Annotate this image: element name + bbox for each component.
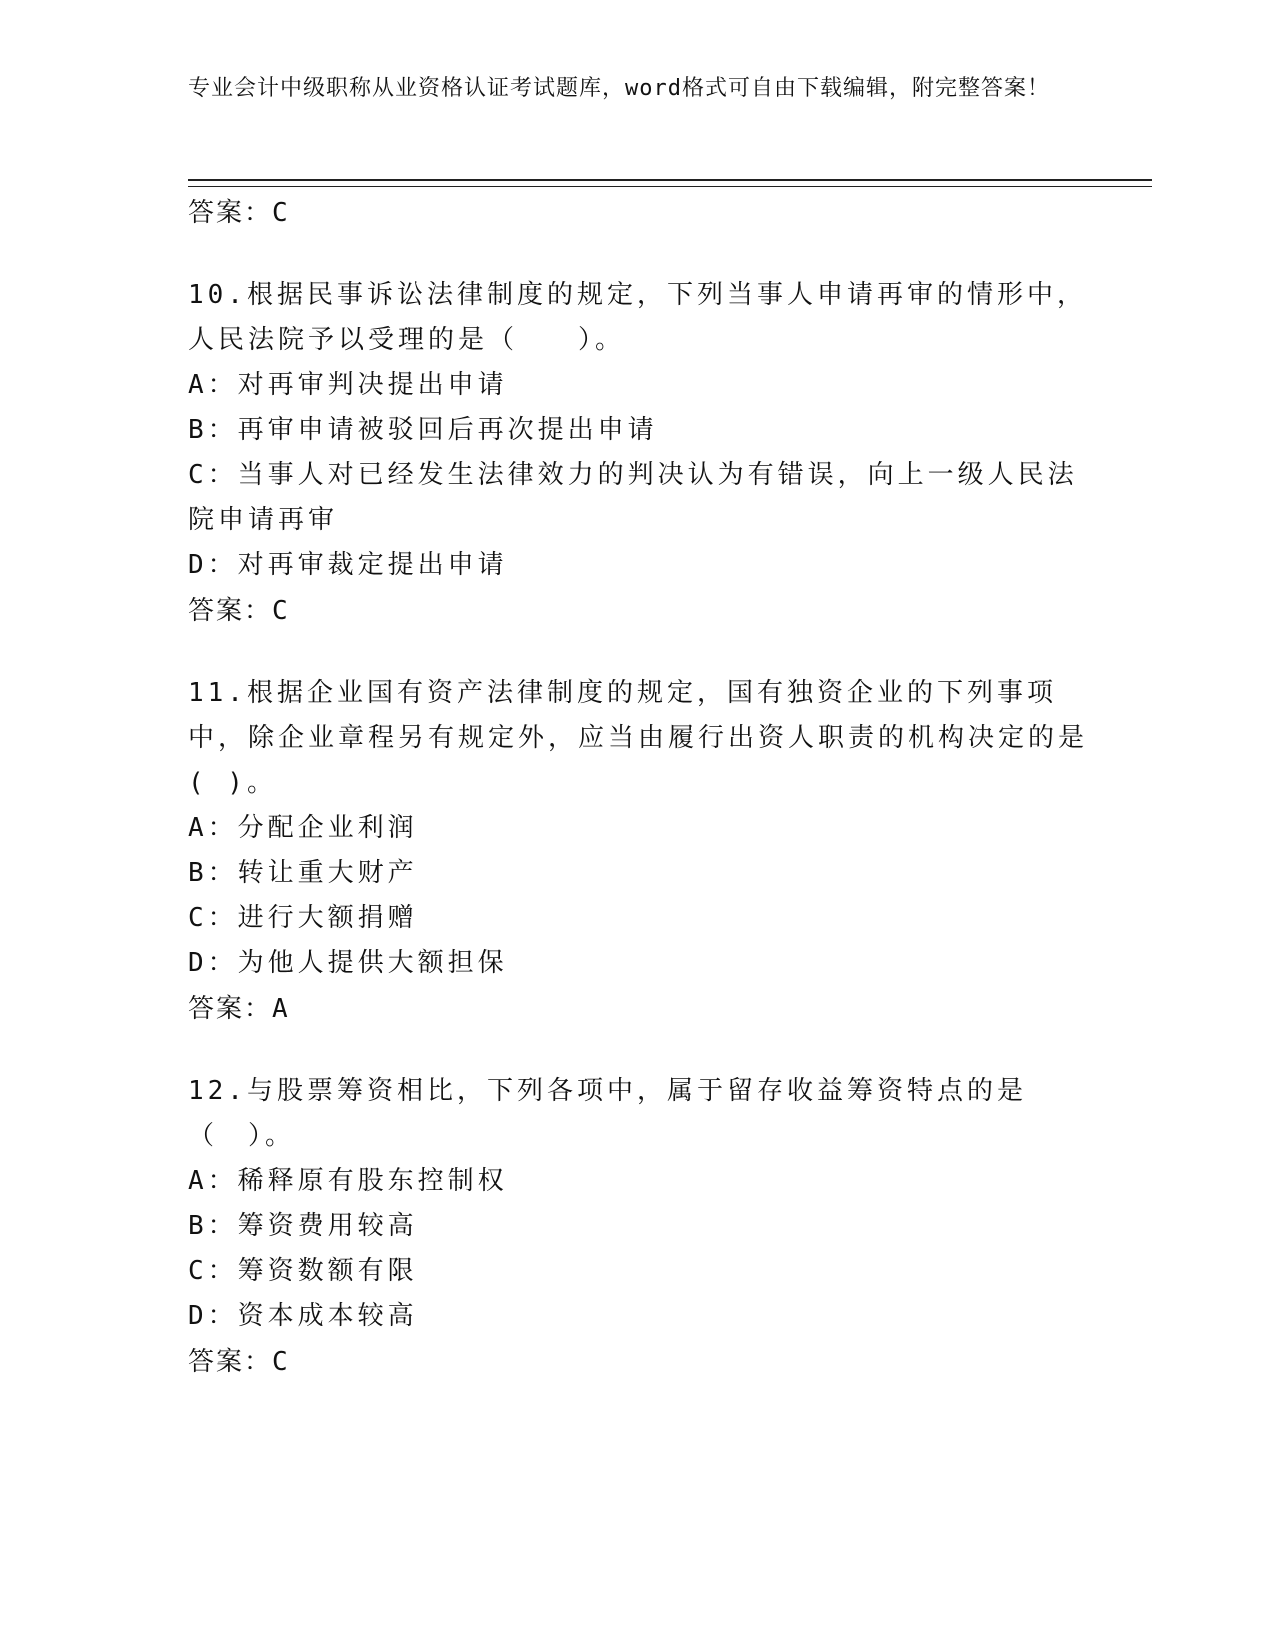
question-stem: 11.根据企业国有资产法律制度的规定，国有独资企业的下列事项中，除企业章程另有规定外，应当由履行出资人职责的机构决定的是( )。 bbox=[188, 678, 1089, 798]
option-c: C：当事人对已经发生法律效力的判决认为有错误，向上一级人民法院申请再审 bbox=[188, 460, 1078, 535]
answer-value: C bbox=[272, 596, 290, 626]
option-d: D：资本成本较高 bbox=[188, 1301, 418, 1331]
option-c: C：进行大额捐赠 bbox=[188, 903, 418, 933]
question-12 bbox=[188, 1069, 1088, 1385]
question-10 bbox=[188, 273, 1088, 634]
answer-value: C bbox=[272, 1347, 290, 1377]
question-list bbox=[188, 190, 1088, 1385]
option-d: D：对再审裁定提出申请 bbox=[188, 550, 508, 580]
header-text: 专业会计中级职称从业资格认证考试题库，word格式可自由下载编辑，附完整答案！ bbox=[188, 76, 1050, 101]
answer-value: C bbox=[272, 198, 290, 228]
option-a: A：对再审判决提出申请 bbox=[188, 370, 508, 400]
option-a: A：分配企业利润 bbox=[188, 813, 418, 843]
option-b: B：转让重大财产 bbox=[188, 858, 418, 888]
option-a: A：稀释原有股东控制权 bbox=[188, 1166, 508, 1196]
option-d: D：为他人提供大额担保 bbox=[188, 948, 508, 978]
option-b: B：筹资费用较高 bbox=[188, 1211, 418, 1241]
answer-line bbox=[188, 190, 1088, 236]
answer-line bbox=[188, 588, 1088, 634]
answer-label: 答案： bbox=[188, 1347, 273, 1377]
question-stem: 12.与股票筹资相比，下列各项中，属于留存收益筹资特点的是（ ）。 bbox=[188, 1076, 1027, 1151]
question-11 bbox=[188, 671, 1088, 1032]
question-stem: 10.根据民事诉讼法律制度的规定，下列当事人申请再审的情形中，人民法院予以受理的是（ ）。 bbox=[188, 280, 1087, 355]
answer-line bbox=[188, 1339, 1088, 1385]
answer-label: 答案： bbox=[188, 198, 273, 228]
header-divider bbox=[188, 179, 1152, 187]
document-header bbox=[188, 73, 1078, 105]
answer-value: A bbox=[272, 994, 290, 1024]
answer-line bbox=[188, 986, 1088, 1032]
option-c: C：筹资数额有限 bbox=[188, 1256, 418, 1286]
answer-label: 答案： bbox=[188, 596, 273, 626]
answer-label: 答案： bbox=[188, 994, 273, 1024]
option-b: B：再审申请被驳回后再次提出申请 bbox=[188, 415, 658, 445]
